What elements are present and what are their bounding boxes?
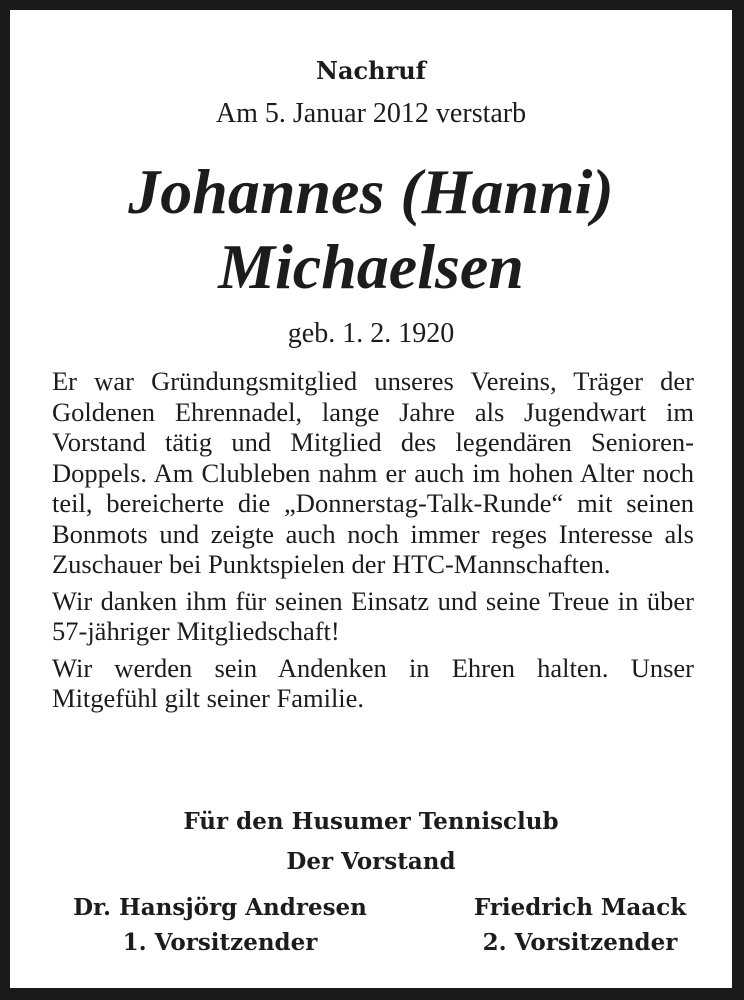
- paragraph: Er war Gründungsmitglied unseres Vereins, Träger der Goldenen Ehrennadel, lange Jahre als Jugendwart im Vorstand tätig und Mitglied des legendären Senioren-Doppels. Am Clubleben nahm er auch im hohen Alter noch teil, bereicherte die „Donnerstag-Talk-Runde“ mit seinen Bonmots und zeigte auch noch immer reges Interesse als Zuschauer bei Punktspielen der HTC-Mannschaften.: [52, 366, 694, 579]
- paragraph: Wir werden sein Andenken in Ehren halten. Unser Mitgefühl gilt seiner Familie.: [52, 652, 694, 713]
- paragraph: Wir danken ihm für seinen Einsatz und seine Treue in über 57-jähriger Mitgliedschaft!: [52, 585, 694, 646]
- signatory-role: 1. Vorsitzender: [122, 929, 318, 956]
- birth-date: geb. 1. 2. 1920: [287, 318, 455, 349]
- organization: Für den Husumer Tennisclub: [183, 808, 559, 835]
- obituary-notice: [10, 10, 732, 988]
- obituary-text: [52, 366, 694, 720]
- signatory-1: [50, 890, 390, 960]
- signatory-2: [430, 890, 730, 960]
- signatory-name: Friedrich Maack: [473, 894, 687, 921]
- signatory-role: 2. Vorsitzender: [482, 929, 678, 956]
- death-date-line: Am 5. Januar 2012 verstarb: [215, 98, 527, 129]
- heading: Nachruf: [316, 56, 426, 85]
- deceased-name-line2: Michaelsen: [218, 231, 524, 302]
- board: Der Vorstand: [286, 848, 456, 875]
- signatory-name: Dr. Hansjörg Andresen: [73, 894, 367, 921]
- deceased-name-line1: Johannes (Hanni): [128, 156, 614, 227]
